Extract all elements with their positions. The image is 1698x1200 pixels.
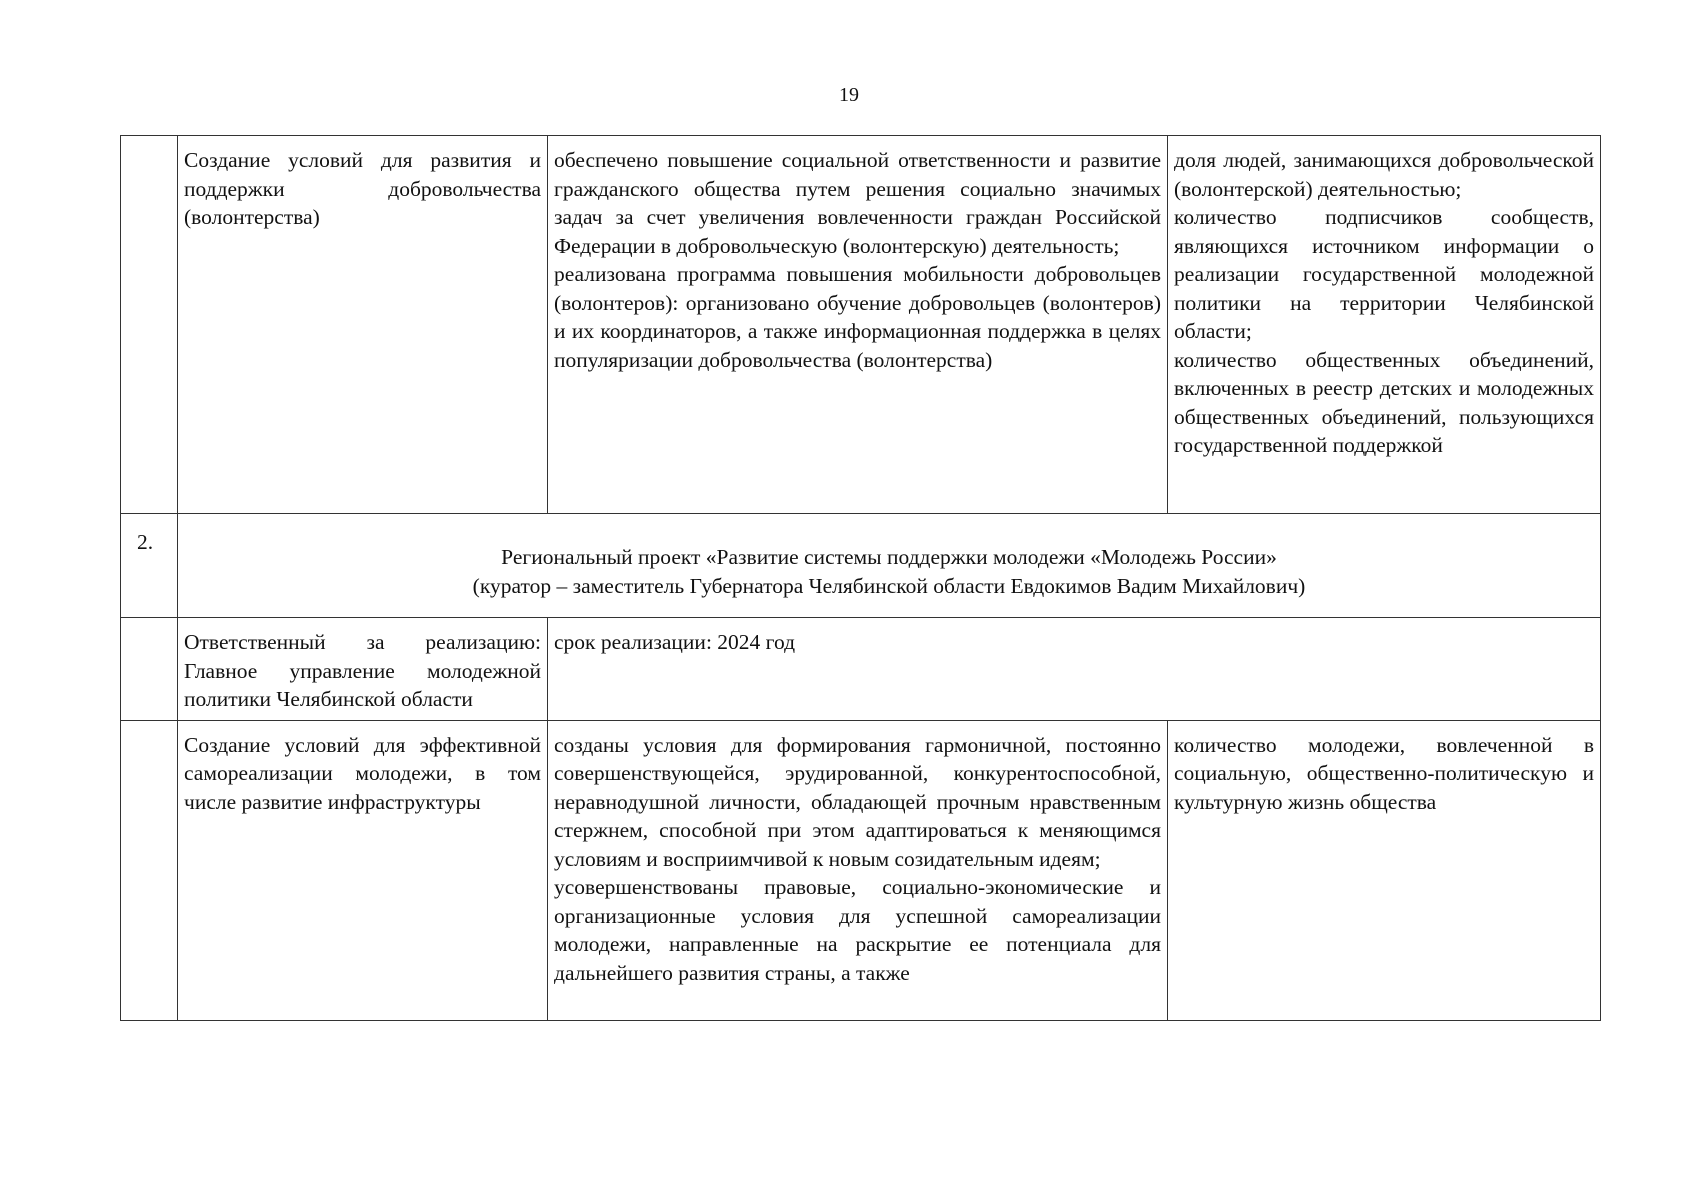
indicator-text: доля людей, занимающихся добровольческой (волонтерской) деятельностью; bbox=[1174, 148, 1594, 201]
task-text: Создание условий для эффективной самореализации молодежи, в том числе развитие инфраструктуры bbox=[184, 732, 541, 814]
page-number: 19 bbox=[839, 84, 859, 106]
responsible-text: Ответственный за реализацию: Главное управление молодежной политики Челябинской области bbox=[184, 630, 541, 711]
results-cell bbox=[548, 720, 1168, 1020]
responsible-cell bbox=[178, 618, 548, 721]
results-cell bbox=[548, 136, 1168, 514]
task-cell bbox=[178, 136, 548, 514]
table-row-project bbox=[121, 514, 1601, 618]
indicator-text: количество общественных объединений, включенных в реестр детских и молодежных общественных объединений, пользующихся государственной поддержкой bbox=[1174, 347, 1594, 457]
indicators-cell bbox=[1168, 720, 1601, 1020]
project-title-cell bbox=[178, 514, 1601, 618]
result-text: усовершенствованы правовые, социально-экономические и организационные условия для успешной самореализации молодежи, направленные на раскрытие ее потенциала для дальнейшего развития страны, а также bbox=[554, 875, 1161, 985]
indicators-cell bbox=[1168, 136, 1601, 514]
table-row-volunteer bbox=[121, 136, 1601, 514]
table-row-youth bbox=[121, 720, 1601, 1020]
row-number-cell bbox=[121, 618, 178, 721]
term-cell bbox=[548, 618, 1601, 721]
plan-table bbox=[120, 135, 1601, 1021]
row-number-cell bbox=[121, 136, 178, 514]
result-text: созданы условия для формирования гармоничной, постоянно совершенствующейся, эрудированной, конкурентоспособной, неравнодушной личности, обладающей прочным нравственным стержнем, способной при этом адаптироваться к меняющимся условиям и восприимчивой к новым созидательным идеям; bbox=[554, 732, 1161, 871]
result-text: обеспечено повышение социальной ответственности и развитие гражданского общества путем решения социально значимых задач за счет увеличения вовлеченности граждан Российской Федерации в добровольческую (волонтерскую) деятельность; bbox=[554, 148, 1161, 258]
table-row-responsible bbox=[121, 618, 1601, 721]
indicator-text: количество молодежи, вовлеченной в социальную, общественно-политическую и культурную жизнь общества bbox=[1174, 732, 1594, 814]
term-text: срок реализации: 2024 год bbox=[554, 630, 796, 654]
indicator-text: количество подписчиков сообществ, являющихся источником информации о реализации государственной молодежной политики на территории Челябинской области; bbox=[1174, 205, 1594, 343]
row-number-cell bbox=[121, 720, 178, 1020]
task-cell bbox=[178, 720, 548, 1020]
task-text: Создание условий для развития и поддержки добровольчества (волонтерства) bbox=[184, 148, 541, 229]
result-text: реализована программа повышения мобильности добровольцев (волонтеров): организовано обучение добровольцев (волонтеров) и их координаторов, а также информационная поддержка в целях популяризации добровольчества (волонтерства) bbox=[554, 262, 1161, 372]
project-title: Региональный проект «Развитие системы поддержки молодежи «Молодежь России» bbox=[501, 545, 1277, 569]
project-curator: (куратор – заместитель Губернатора Челябинской области Евдокимов Вадим Михайлович) bbox=[472, 573, 1306, 598]
row-number-cell: 2. bbox=[121, 514, 178, 618]
